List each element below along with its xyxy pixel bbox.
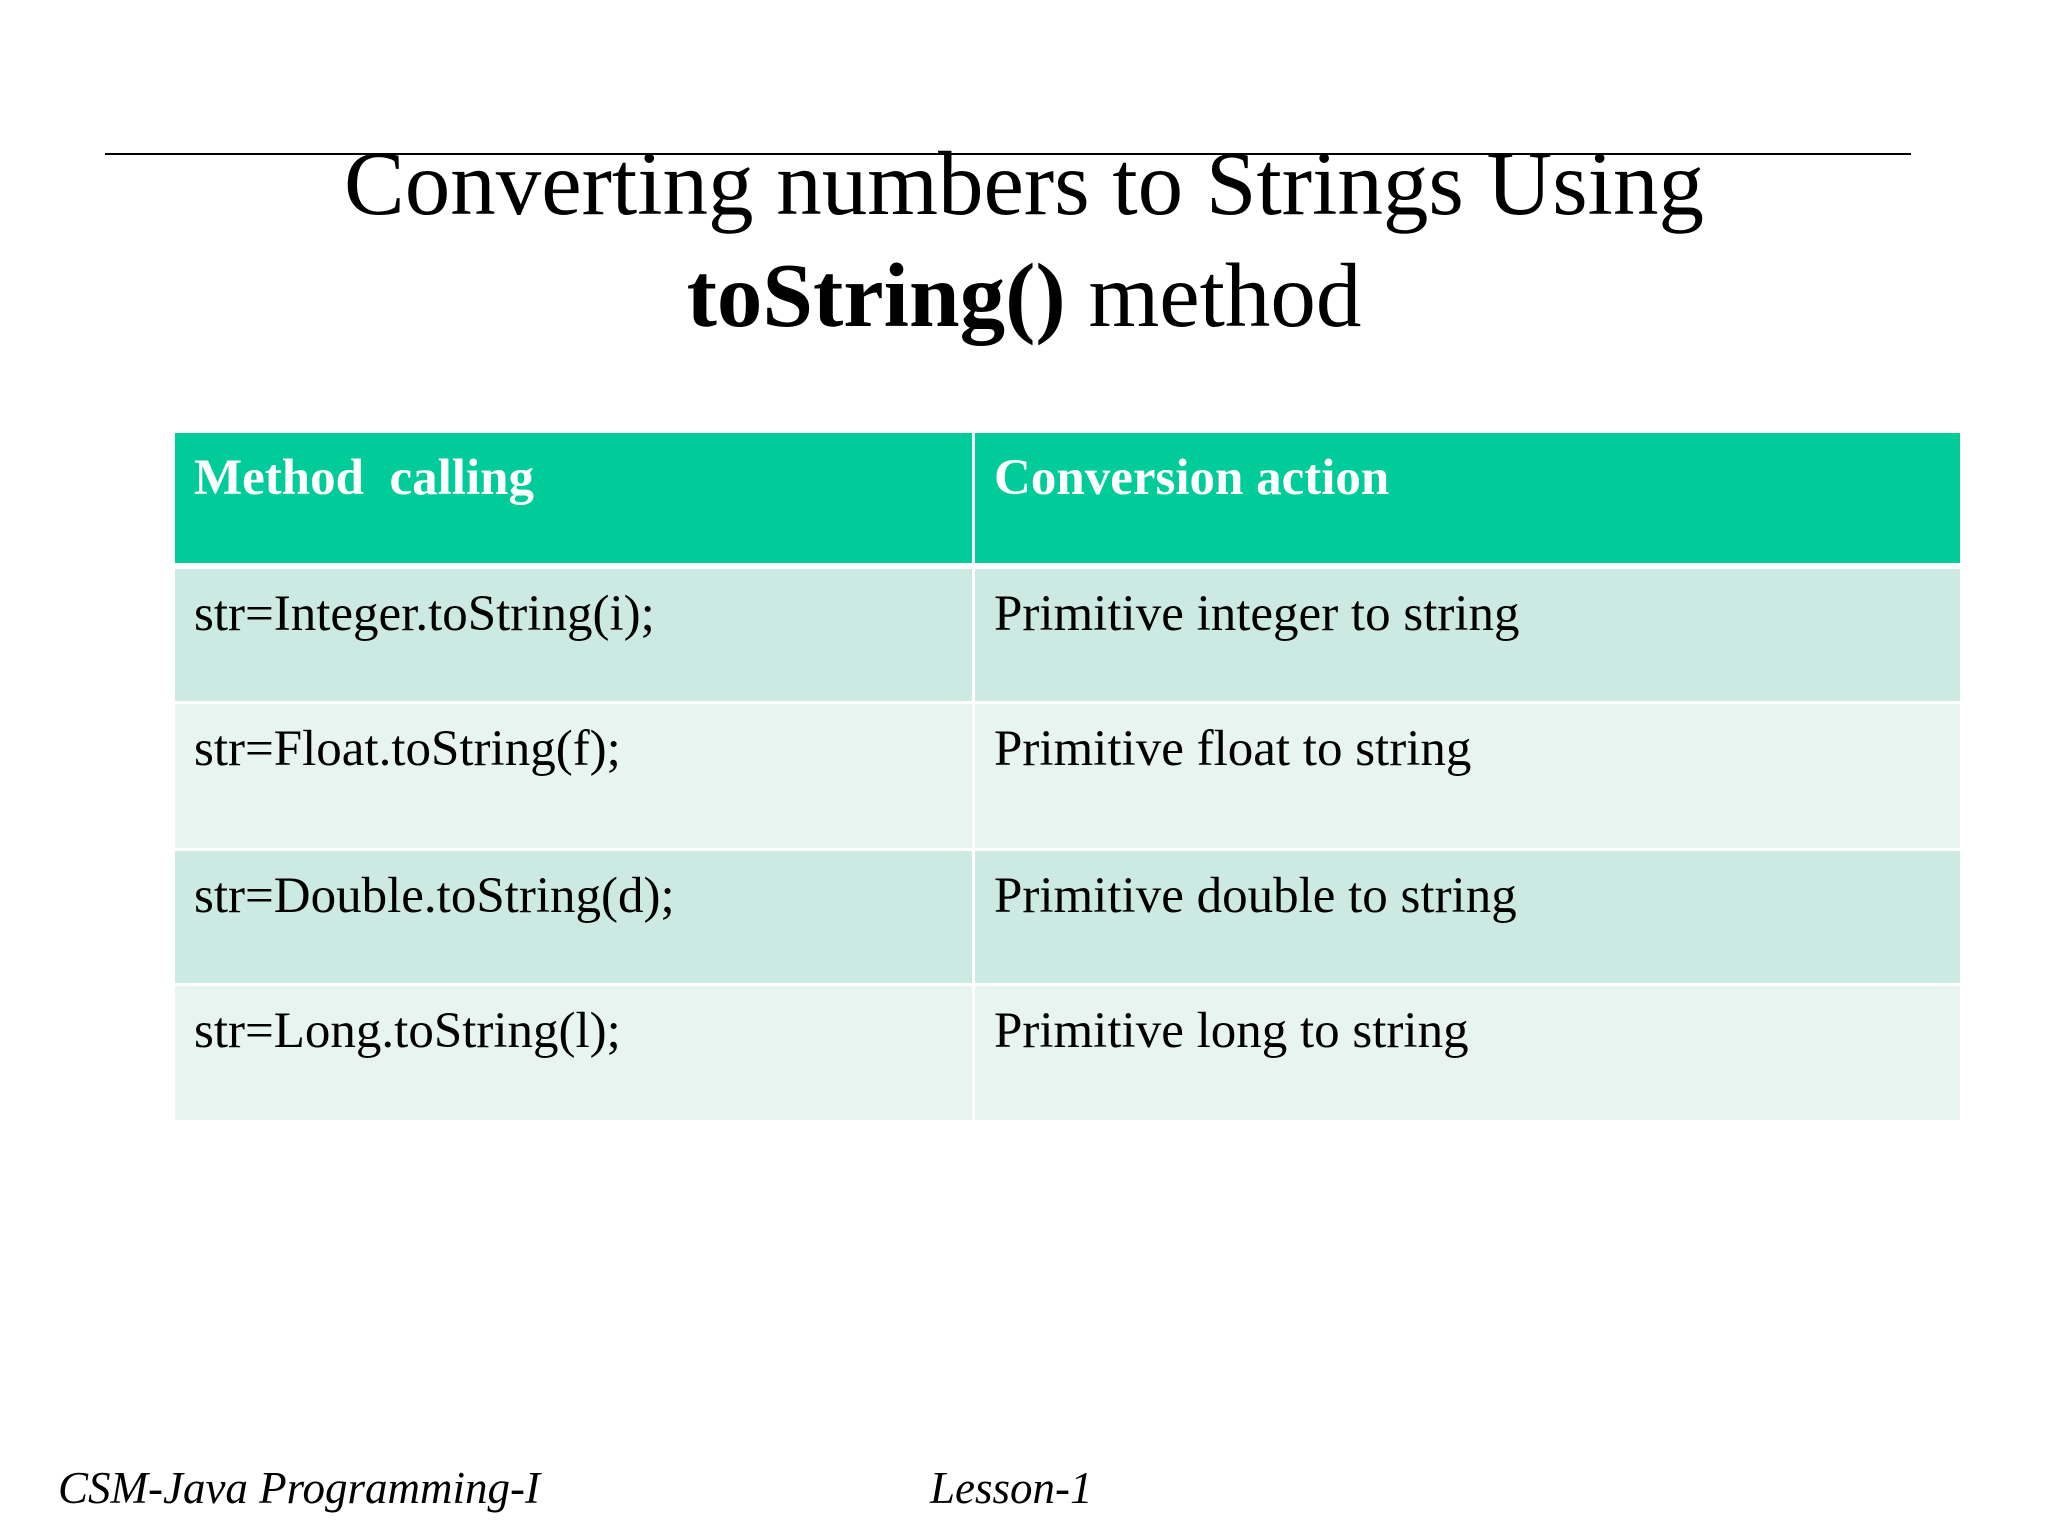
action-cell: Primitive long to string xyxy=(974,985,1962,1122)
title-line-1: Converting numbers to Strings Using xyxy=(344,133,1704,234)
table-header-row xyxy=(174,432,1962,567)
method-cell: str=Integer.toString(i); xyxy=(174,566,974,703)
table-row xyxy=(174,703,1962,850)
method-cell: str=Double.toString(d); xyxy=(174,850,974,985)
header-method-calling: Method calling xyxy=(174,432,974,567)
title-rest: method xyxy=(1065,245,1362,346)
conversion-table xyxy=(172,430,1963,1123)
method-cell: str=Float.toString(f); xyxy=(174,703,974,850)
header-conversion-action: Conversion action xyxy=(974,432,1962,567)
table-row xyxy=(174,566,1962,703)
slide-title xyxy=(0,128,2048,352)
table-row xyxy=(174,985,1962,1122)
conversion-table-container xyxy=(172,430,1960,1123)
title-bold-term: toString() xyxy=(686,245,1066,346)
action-cell: Primitive float to string xyxy=(974,703,1962,850)
action-cell: Primitive integer to string xyxy=(974,566,1962,703)
action-cell: Primitive double to string xyxy=(974,850,1962,985)
footer-lesson: Lesson-1 xyxy=(930,1463,1093,1513)
table-row xyxy=(174,850,1962,985)
method-cell: str=Long.toString(l); xyxy=(174,985,974,1122)
footer-course: CSM-Java Programming-I xyxy=(58,1463,540,1513)
